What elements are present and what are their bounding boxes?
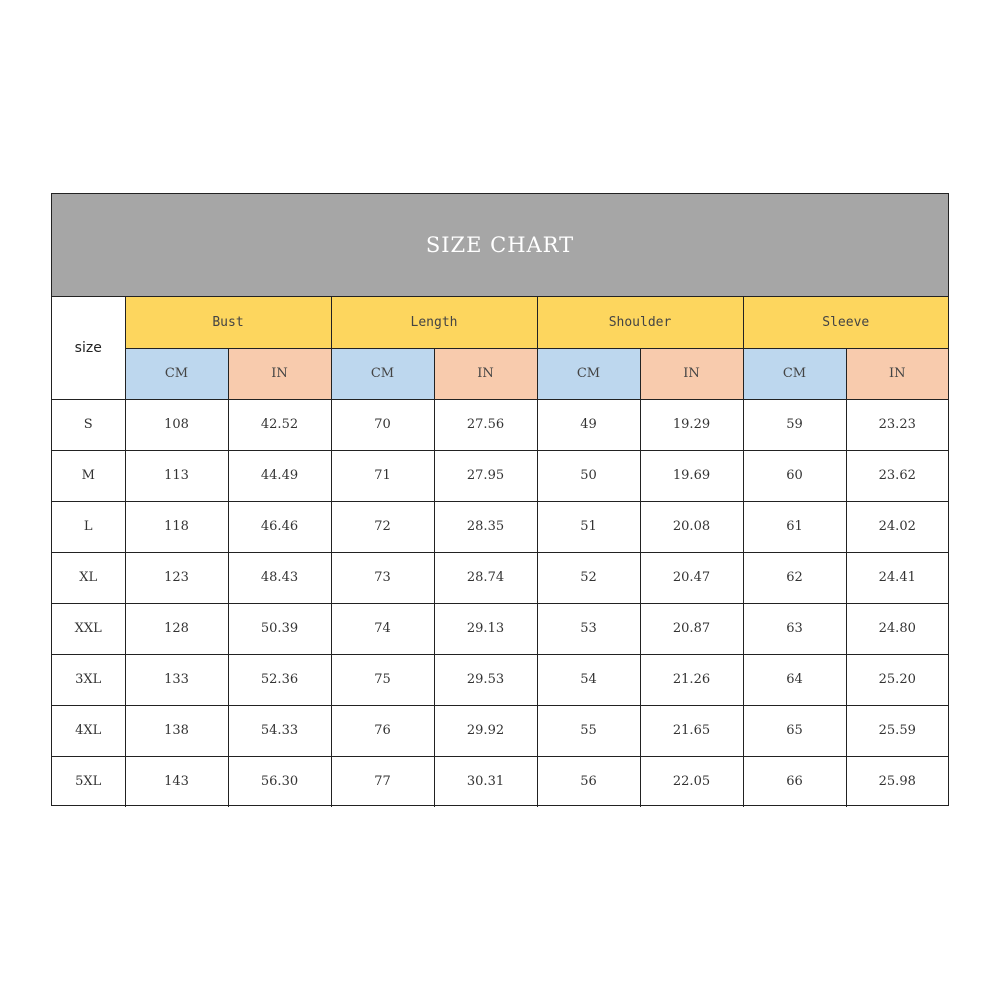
- size-table: [52, 297, 948, 807]
- value-cell: 30.31: [434, 756, 537, 807]
- value-cell: 44.49: [228, 450, 331, 501]
- value-cell: 27.56: [434, 399, 537, 450]
- size-cell: M: [52, 450, 125, 501]
- value-cell: 19.29: [640, 399, 743, 450]
- size-chart: [51, 193, 949, 806]
- unit-header-in: IN: [640, 348, 743, 399]
- value-cell: 56.30: [228, 756, 331, 807]
- value-cell: 52.36: [228, 654, 331, 705]
- size-cell: XXL: [52, 603, 125, 654]
- value-cell: 75: [331, 654, 434, 705]
- table-row: [52, 654, 948, 705]
- group-header-shoulder: Shoulder: [537, 297, 743, 348]
- unit-header-in: IN: [846, 348, 948, 399]
- chart-title: SIZE CHART: [52, 194, 948, 297]
- unit-header-in: IN: [434, 348, 537, 399]
- group-header-row: [52, 297, 948, 348]
- value-cell: 54.33: [228, 705, 331, 756]
- value-cell: 50.39: [228, 603, 331, 654]
- value-cell: 28.35: [434, 501, 537, 552]
- size-cell: 3XL: [52, 654, 125, 705]
- value-cell: 54: [537, 654, 640, 705]
- group-header-sleeve: Sleeve: [743, 297, 948, 348]
- value-cell: 24.80: [846, 603, 948, 654]
- value-cell: 113: [125, 450, 228, 501]
- value-cell: 50: [537, 450, 640, 501]
- value-cell: 23.62: [846, 450, 948, 501]
- value-cell: 29.13: [434, 603, 537, 654]
- unit-header-cm: CM: [743, 348, 846, 399]
- value-cell: 59: [743, 399, 846, 450]
- unit-header-cm: CM: [331, 348, 434, 399]
- value-cell: 143: [125, 756, 228, 807]
- value-cell: 70: [331, 399, 434, 450]
- value-cell: 66: [743, 756, 846, 807]
- size-cell: XL: [52, 552, 125, 603]
- value-cell: 118: [125, 501, 228, 552]
- group-header-bust: Bust: [125, 297, 331, 348]
- value-cell: 23.23: [846, 399, 948, 450]
- unit-header-in: IN: [228, 348, 331, 399]
- value-cell: 19.69: [640, 450, 743, 501]
- value-cell: 73: [331, 552, 434, 603]
- value-cell: 61: [743, 501, 846, 552]
- value-cell: 133: [125, 654, 228, 705]
- value-cell: 24.02: [846, 501, 948, 552]
- size-cell: 5XL: [52, 756, 125, 807]
- size-cell: L: [52, 501, 125, 552]
- value-cell: 25.20: [846, 654, 948, 705]
- unit-header-cm: CM: [537, 348, 640, 399]
- value-cell: 25.59: [846, 705, 948, 756]
- size-column-header: size: [52, 297, 125, 399]
- value-cell: 20.47: [640, 552, 743, 603]
- unit-header-row: [52, 348, 948, 399]
- value-cell: 28.74: [434, 552, 537, 603]
- value-cell: 21.65: [640, 705, 743, 756]
- value-cell: 52: [537, 552, 640, 603]
- table-row: [52, 552, 948, 603]
- value-cell: 27.95: [434, 450, 537, 501]
- value-cell: 46.46: [228, 501, 331, 552]
- table-row: [52, 705, 948, 756]
- size-cell: 4XL: [52, 705, 125, 756]
- value-cell: 60: [743, 450, 846, 501]
- table-row: [52, 450, 948, 501]
- value-cell: 71: [331, 450, 434, 501]
- value-cell: 108: [125, 399, 228, 450]
- value-cell: 53: [537, 603, 640, 654]
- value-cell: 55: [537, 705, 640, 756]
- value-cell: 62: [743, 552, 846, 603]
- table-row: [52, 756, 948, 807]
- value-cell: 74: [331, 603, 434, 654]
- value-cell: 24.41: [846, 552, 948, 603]
- value-cell: 29.92: [434, 705, 537, 756]
- value-cell: 21.26: [640, 654, 743, 705]
- group-header-length: Length: [331, 297, 537, 348]
- value-cell: 123: [125, 552, 228, 603]
- table-row: [52, 501, 948, 552]
- table-row: [52, 399, 948, 450]
- value-cell: 138: [125, 705, 228, 756]
- value-cell: 20.87: [640, 603, 743, 654]
- value-cell: 56: [537, 756, 640, 807]
- unit-header-cm: CM: [125, 348, 228, 399]
- value-cell: 25.98: [846, 756, 948, 807]
- value-cell: 63: [743, 603, 846, 654]
- value-cell: 29.53: [434, 654, 537, 705]
- value-cell: 76: [331, 705, 434, 756]
- value-cell: 42.52: [228, 399, 331, 450]
- value-cell: 64: [743, 654, 846, 705]
- size-cell: S: [52, 399, 125, 450]
- value-cell: 49: [537, 399, 640, 450]
- value-cell: 72: [331, 501, 434, 552]
- value-cell: 65: [743, 705, 846, 756]
- value-cell: 20.08: [640, 501, 743, 552]
- table-row: [52, 603, 948, 654]
- value-cell: 51: [537, 501, 640, 552]
- value-cell: 77: [331, 756, 434, 807]
- value-cell: 128: [125, 603, 228, 654]
- value-cell: 22.05: [640, 756, 743, 807]
- value-cell: 48.43: [228, 552, 331, 603]
